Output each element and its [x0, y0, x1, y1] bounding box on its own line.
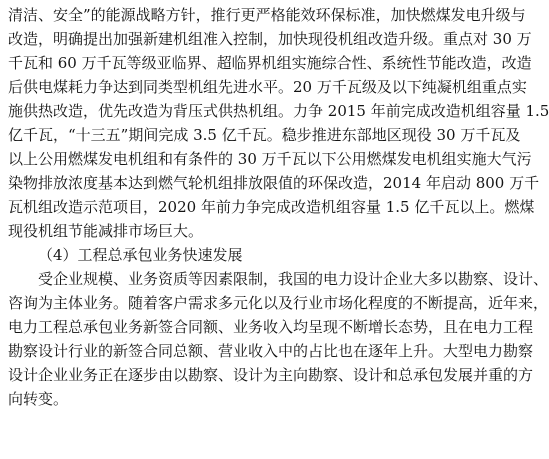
- text-line: 受企业规模、业务资质等因素限制，我国的电力设计企业大多以勘察、设计、: [38, 270, 549, 288]
- paragraph-epc-business: [8, 267, 549, 411]
- text-line: 咨询为主体业务。随着客户需求多元化以及行业市场化程度的不断提高，近年来，: [8, 294, 549, 312]
- text-line: 千瓦和 60 万千瓦等级亚临界、超临界机组实施综合性、系统性节能改造，改造: [8, 54, 532, 72]
- text-line: 施供热改造，优先改造为背压式供热机组。力争 2015 年前完成改造机组容量 1.5: [8, 102, 549, 120]
- text-line: 亿千瓦，“十三五”期间完成 3.5 亿千瓦。稳步推进东部地区现役 30 万千瓦及: [8, 126, 521, 144]
- paragraph-energy-policy: [8, 3, 549, 243]
- text-line: 现役机组节能减排市场巨大。: [8, 222, 204, 240]
- text-line: 设计企业业务正在逐步由以勘察、设计为主向勘察、设计和总承包发展并重的方: [8, 366, 534, 384]
- text-line: 改造，明确提出加强新建机组准入控制，加快现役机组改造升级。重点对 30 万: [8, 30, 532, 48]
- text-line: 勘察设计行业的新签合同总额、营业收入中的占比也在逐年上升。大型电力勘察: [8, 342, 534, 360]
- text-line: 染物排放浓度基本达到燃气轮机组排放限值的环保改造，2014 年启动 800 万千: [8, 174, 540, 192]
- text-line: 电力工程总承包业务新签合同额、业务收入均呈现不断增长态势，且在电力工程: [8, 318, 534, 336]
- section-heading: （4）工程总承包业务快速发展: [38, 246, 243, 264]
- text-line: 向转变。: [8, 390, 69, 408]
- text-line: 以上公用燃煤发电机组和有条件的 30 万千瓦以下公用燃煤发电机组实施大气污: [8, 150, 532, 168]
- text-line: 瓦机组改造示范项目，2020 年前力争完成改造机组容量 1.5 亿千瓦以上。燃煤: [8, 198, 535, 216]
- text-line: 清洁、安全”的能源战略方针，推行更严格能效环保标准，加快燃煤发电升级与: [8, 6, 526, 24]
- text-line: 后供电煤耗力争达到同类型机组先进水平。20 万千瓦级及以下纯凝机组重点实: [8, 78, 527, 96]
